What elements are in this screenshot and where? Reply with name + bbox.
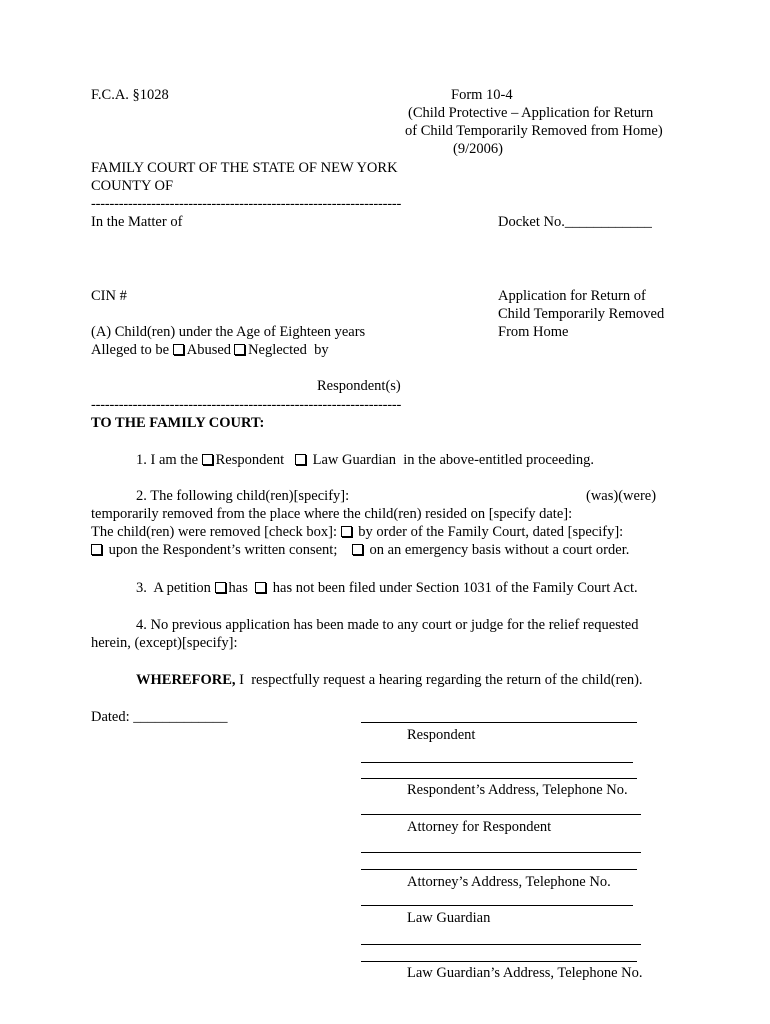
law-guardian-address-label: Law Guardian’s Address, Telephone No.	[407, 965, 643, 981]
paragraph-2-line2: temporarily removed from the place where the child(ren) resided on [specify date]:	[91, 506, 573, 522]
paragraph-3	[136, 579, 638, 597]
cin-label: CIN #	[91, 288, 127, 304]
wherefore-label: WHEREFORE,	[136, 672, 236, 688]
paragraph-2-line1: 2. The following child(ren)[specify]:	[136, 488, 350, 504]
respondent-label: Respondent	[407, 727, 476, 743]
p1-suffix: in the above-entitled proceeding.	[395, 452, 595, 468]
child-description: (A) Child(ren) under the Age of Eighteen years	[91, 324, 366, 340]
emergency-basis-checkbox[interactable]	[352, 544, 363, 555]
p3-has-label: has	[228, 580, 248, 596]
paragraph-1	[136, 451, 594, 469]
paragraph-4-line1: 4. No previous application has been made to any court or judge for the relief requested	[136, 617, 639, 633]
p3-has-not-label: has not been filed under Section 1031 of the Family Court Act.	[269, 580, 638, 596]
court-order-checkbox[interactable]	[341, 526, 352, 537]
law-guardian-address-line-2[interactable]	[361, 961, 637, 962]
law-guardian-address-line-1[interactable]	[361, 944, 641, 945]
court-name: FAMILY COURT OF THE STATE OF NEW YORK	[91, 160, 398, 176]
docket-blank[interactable]: ____________	[564, 214, 652, 230]
form-revision-date: (9/2006)	[453, 141, 503, 157]
p1-respondent-label: Respondent	[215, 452, 285, 468]
alleged-suffix: by	[306, 342, 329, 358]
attorney-address-line-1[interactable]	[361, 852, 641, 853]
p1-law-guardian-label: Law Guardian	[308, 452, 396, 468]
abused-label: Abused	[186, 342, 232, 358]
petition-has-not-checkbox[interactable]	[255, 582, 266, 593]
p2-line3-prefix: The child(ren) were removed [check box]:	[91, 524, 341, 540]
neglected-label: Neglected	[248, 342, 307, 358]
attorney-address-line-2[interactable]	[361, 869, 637, 870]
p2-written-consent-label: upon the Respondent’s written consent;	[105, 542, 338, 558]
neglected-checkbox[interactable]	[234, 344, 245, 355]
p3-prefix: 3. A petition	[136, 580, 215, 596]
dated-field[interactable]	[91, 708, 228, 726]
docket-field[interactable]	[498, 213, 652, 231]
p2-emergency-label: on an emergency basis without a court order.	[365, 542, 630, 558]
respondents-label: Respondent(s)	[317, 378, 401, 394]
law-guardian-signature-line[interactable]	[361, 905, 633, 906]
to-family-court-heading: TO THE FAMILY COURT:	[91, 415, 265, 431]
wherefore-clause	[136, 671, 643, 689]
document-title-line1: Application for Return of	[498, 288, 646, 304]
form-description-line2: of Child Temporarily Removed from Home)	[405, 123, 663, 139]
respondent-checkbox[interactable]	[202, 454, 213, 465]
respondent-address-label: Respondent’s Address, Telephone No.	[407, 782, 628, 798]
attorney-signature-line[interactable]	[361, 814, 641, 815]
form-description-line1: (Child Protective – Application for Return	[408, 105, 654, 121]
county-label: COUNTY OF	[91, 178, 174, 194]
attorney-address-label: Attorney’s Address, Telephone No.	[407, 874, 611, 890]
form-number: Form 10-4	[451, 87, 513, 103]
law-guardian-label: Law Guardian	[407, 910, 491, 926]
dated-label: Dated:	[91, 709, 130, 725]
paragraph-2-line4	[91, 541, 629, 559]
document-title-line2: Child Temporarily Removed	[498, 306, 665, 322]
respondent-address-line-1[interactable]	[361, 762, 633, 763]
caption-divider-bottom: -------------------------------------------------------------------	[91, 397, 402, 413]
wherefore-text: I respectfully request a hearing regarding the return of the child(ren).	[235, 672, 643, 688]
respondent-address-line-2[interactable]	[361, 778, 637, 779]
paragraph-4-line2: herein, (except)[specify]:	[91, 635, 238, 651]
document-title-line3: From Home	[498, 324, 569, 340]
respondent-signature-line[interactable]	[361, 722, 637, 723]
abused-checkbox[interactable]	[173, 344, 184, 355]
docket-label: Docket No.	[498, 214, 565, 230]
paragraph-2-line3	[91, 523, 623, 541]
caption-divider-top: -------------------------------------------------------------------	[91, 196, 402, 212]
written-consent-checkbox[interactable]	[91, 544, 102, 555]
dated-blank[interactable]: _____________	[133, 709, 228, 725]
law-guardian-checkbox[interactable]	[295, 454, 306, 465]
petition-has-checkbox[interactable]	[215, 582, 226, 593]
p2-was-were: (was)(were)	[586, 488, 657, 504]
matter-label: In the Matter of	[91, 214, 183, 230]
alleged-prefix: Alleged to be	[91, 342, 173, 358]
p1-prefix: 1. I am the	[136, 452, 202, 468]
allegation-line	[91, 341, 329, 359]
attorney-label: Attorney for Respondent	[407, 819, 552, 835]
p2-court-order-label: by order of the Family Court, dated [specify]:	[354, 524, 624, 540]
statute-citation: F.C.A. §1028	[91, 87, 169, 103]
